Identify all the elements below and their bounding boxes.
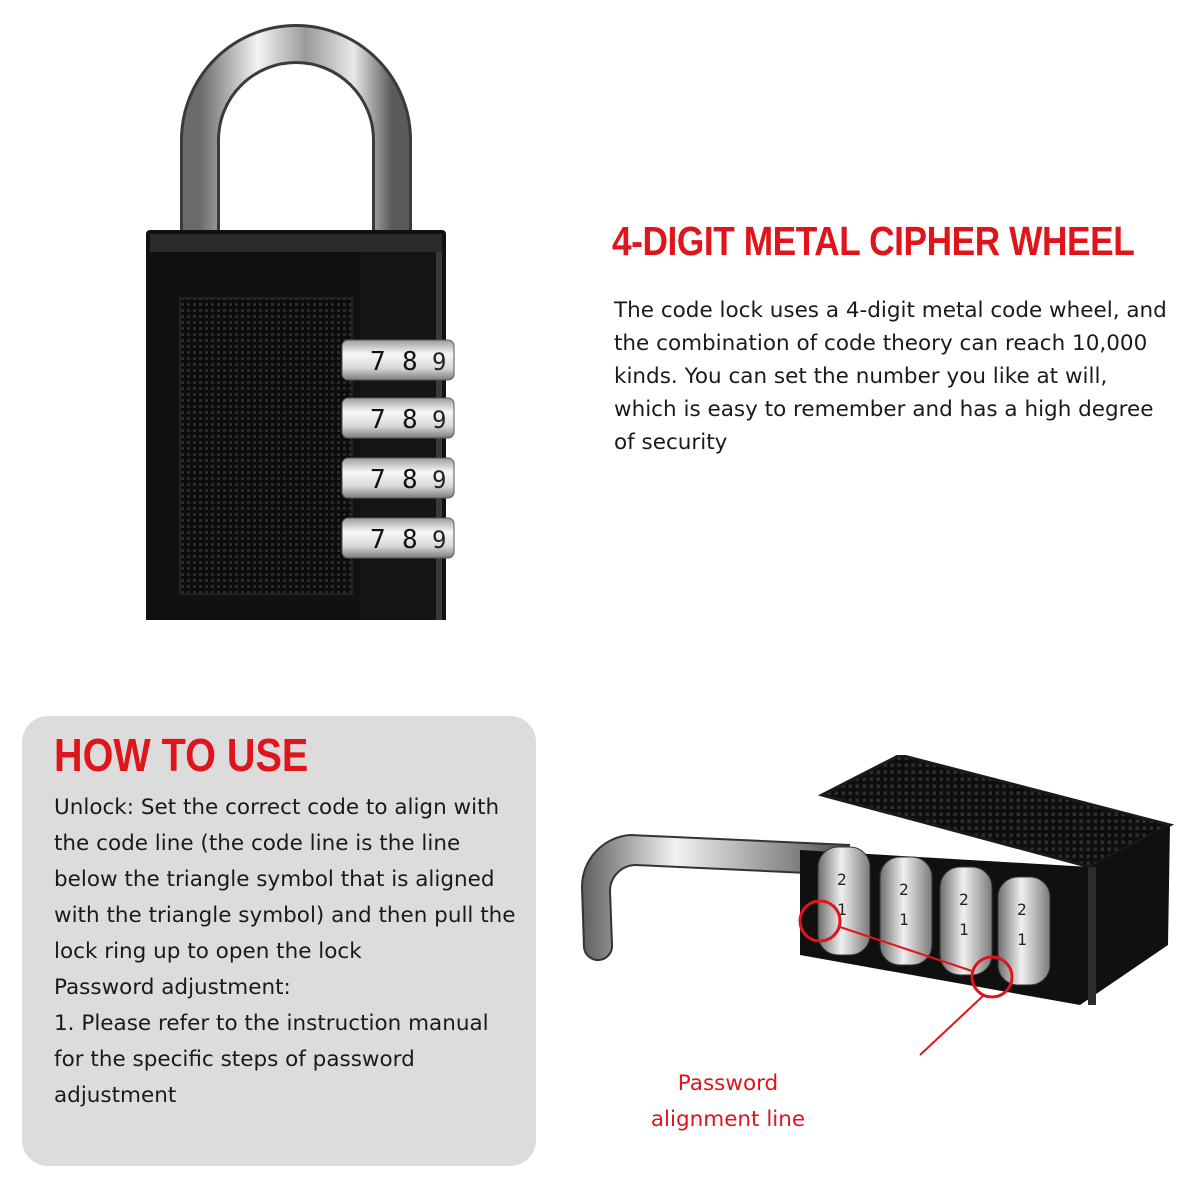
cipher-wheel-description: The code lock uses a 4-digit metal code wheel, and the combination of code theory can reach 10,000 kinds. You can set the number you like at will, which is easy to remember and has a high degree of security bbox=[614, 298, 1167, 455]
svg-text:8: 8 bbox=[402, 525, 418, 555]
svg-text:1: 1 bbox=[899, 910, 909, 929]
password-adjustment-step: 1. Please refer to the instruction manual for the specific steps of password adjustment bbox=[54, 1011, 489, 1108]
password-alignment-caption bbox=[600, 1066, 856, 1138]
svg-text:2: 2 bbox=[837, 870, 847, 889]
caption-line-1: Password bbox=[677, 1071, 779, 1096]
svg-text:9: 9 bbox=[432, 526, 447, 554]
svg-text:8: 8 bbox=[402, 405, 418, 435]
svg-text:8: 8 bbox=[402, 465, 418, 495]
svg-text:2: 2 bbox=[1017, 900, 1027, 919]
svg-text:9: 9 bbox=[432, 348, 447, 376]
cipher-wheel bbox=[342, 340, 454, 380]
svg-text:2: 2 bbox=[959, 890, 969, 909]
cipher-wheel bbox=[342, 518, 454, 558]
svg-text:9: 9 bbox=[432, 406, 447, 434]
password-adjustment-heading: Password adjustment: bbox=[54, 975, 291, 1000]
how-to-use-instructions bbox=[54, 790, 524, 1114]
svg-text:1: 1 bbox=[837, 900, 847, 919]
svg-text:7: 7 bbox=[370, 347, 386, 377]
svg-text:7: 7 bbox=[370, 465, 386, 495]
svg-text:7: 7 bbox=[370, 525, 386, 555]
svg-text:1: 1 bbox=[959, 920, 969, 939]
section-title-cipher-wheel: 4-DIGIT METAL CIPHER WHEEL bbox=[612, 218, 1135, 264]
svg-text:9: 9 bbox=[432, 466, 447, 494]
cipher-wheel bbox=[998, 877, 1050, 985]
how-to-use-title: HOW TO USE bbox=[54, 729, 309, 781]
cipher-wheel bbox=[342, 398, 454, 438]
padlock-closed-image bbox=[120, 20, 480, 620]
svg-text:1: 1 bbox=[1017, 930, 1027, 949]
svg-text:2: 2 bbox=[899, 880, 909, 899]
unlock-instruction: Unlock: Set the correct code to align with the code line (the code line is the line below the triangle symbol that is aligned with the triangle symbol) and then pull the lock ring up to open the lock bbox=[54, 795, 516, 964]
cipher-wheel bbox=[342, 458, 454, 498]
caption-line-2: alignment line bbox=[650, 1107, 806, 1132]
svg-text:7: 7 bbox=[370, 405, 386, 435]
svg-text:8: 8 bbox=[402, 347, 418, 377]
padlock-open-image bbox=[560, 755, 1180, 1075]
